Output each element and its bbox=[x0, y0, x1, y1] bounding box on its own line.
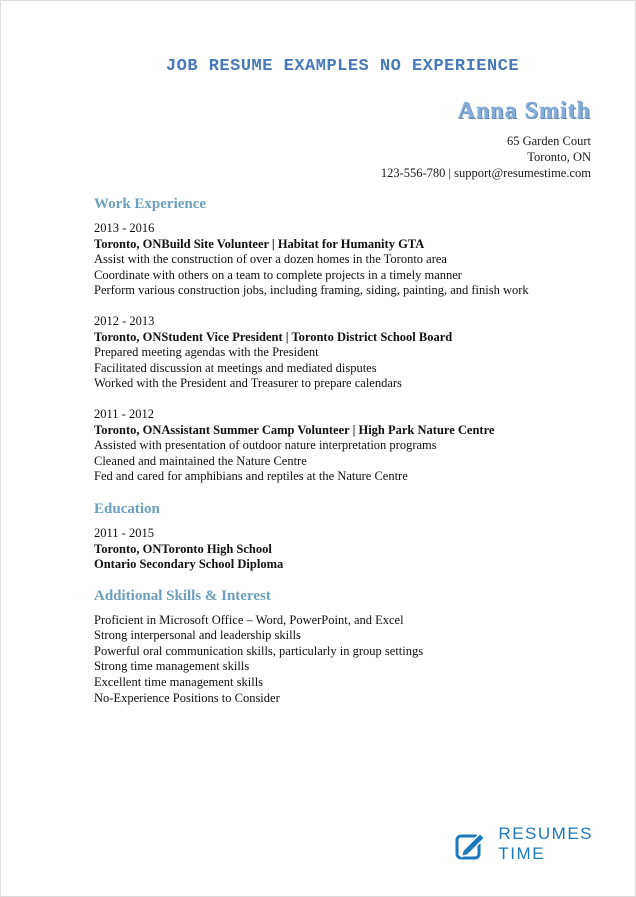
address-line-2: Toronto, ON bbox=[527, 150, 591, 164]
section-heading-work-experience: Work Experience bbox=[94, 196, 207, 212]
job-title: Toronto, ONAssistant Summer Camp Volunteer | High Park Nature Centre bbox=[94, 422, 495, 437]
job-bullet: Prepared meeting agendas with the President bbox=[94, 345, 319, 360]
job-bullet: Worked with the President and Treasurer to prepare calendars bbox=[94, 376, 402, 391]
job-title: Toronto, ONStudent Vice President | Toronto District School Board bbox=[94, 329, 453, 344]
contact-line: 123-556-780 | support@resumestime.com bbox=[380, 166, 591, 180]
work-experience-section bbox=[94, 195, 591, 485]
education-diploma: Ontario Secondary School Diploma bbox=[94, 557, 284, 572]
skills-section bbox=[94, 587, 591, 707]
skill-item: Strong interpersonal and leadership skills bbox=[94, 628, 301, 643]
job-dates: 2011 - 2012 bbox=[94, 406, 154, 421]
job-bullet: Facilitated discussion at meetings and mediated disputes bbox=[94, 360, 377, 375]
education-dates: 2011 - 2015 bbox=[94, 525, 154, 540]
education-section bbox=[94, 500, 591, 573]
skill-item: No-Experience Positions to Consider bbox=[94, 690, 280, 705]
resumestime-logo bbox=[453, 824, 593, 864]
education-school: Toronto, ONToronto High School bbox=[94, 541, 272, 556]
logo-text-line2: TIME bbox=[498, 844, 546, 863]
section-heading-education: Education bbox=[94, 500, 160, 517]
job-bullet: Assisted with presentation of outdoor nature interpretation programs bbox=[94, 438, 437, 453]
page-title: JOB RESUME EXAMPLES NO EXPERIENCE bbox=[165, 57, 520, 76]
logo-text bbox=[498, 824, 593, 864]
section-heading-skills: Additional Skills & Interest bbox=[94, 587, 271, 604]
job-entry bbox=[94, 314, 591, 392]
job-bullet: Fed and cared for amphibians and reptiles at the Nature Centre bbox=[94, 469, 408, 484]
job-bullet: Perform various construction jobs, including framing, siding, painting, and finish work bbox=[94, 283, 529, 298]
job-dates: 2012 - 2013 bbox=[94, 313, 155, 328]
job-title: Toronto, ONBuild Site Volunteer | Habitat for Humanity GTA bbox=[94, 236, 425, 251]
logo-text-line1: RESUMES bbox=[498, 824, 593, 843]
skill-item: Excellent time management skills bbox=[94, 675, 264, 690]
skill-item: Proficient in Microsoft Office – Word, PowerPoint, and Excel bbox=[94, 612, 404, 627]
job-entry bbox=[94, 407, 591, 485]
job-entry bbox=[94, 221, 591, 299]
job-bullet: Cleaned and maintained the Nature Centre bbox=[94, 453, 307, 468]
address-line-1: 65 Garden Court bbox=[506, 134, 591, 148]
job-bullet: Assist with the construction of over a dozen homes in the Toronto area bbox=[94, 252, 447, 267]
job-dates: 2013 - 2016 bbox=[94, 221, 155, 235]
skill-item: Strong time management skills bbox=[94, 659, 250, 674]
skill-item: Powerful oral communication skills, particularly in group settings bbox=[94, 643, 424, 658]
job-bullet: Coordinate with others on a team to complete projects in a timely manner bbox=[94, 267, 462, 282]
pencil-icon bbox=[453, 826, 489, 862]
contact-block bbox=[94, 133, 591, 181]
candidate-name: Anna Smith bbox=[457, 98, 591, 124]
